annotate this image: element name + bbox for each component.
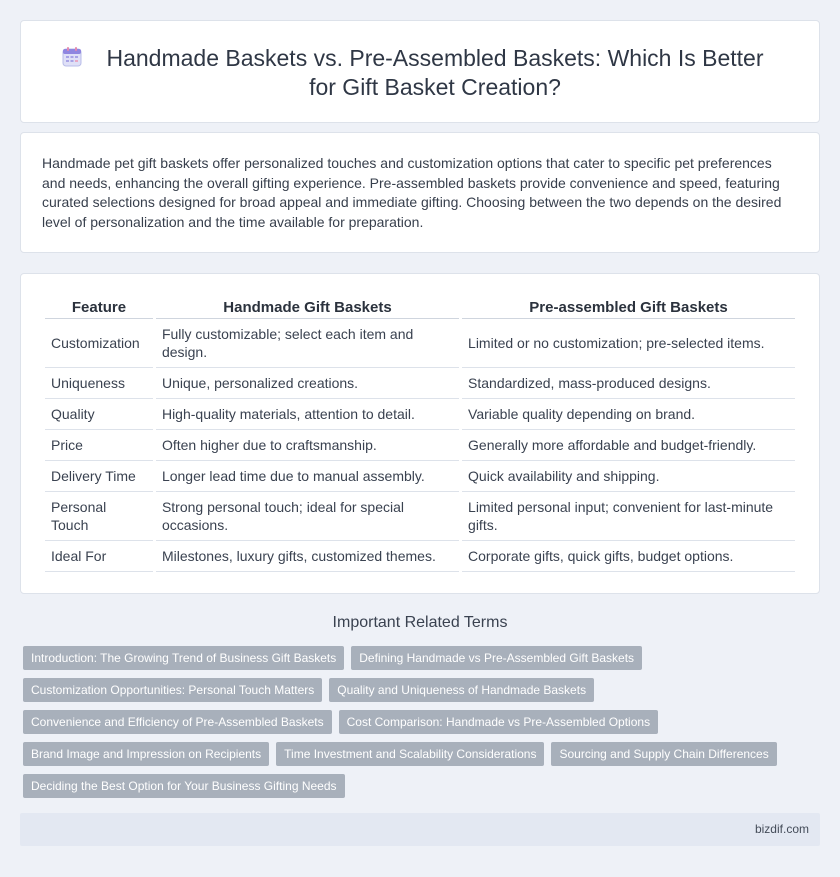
- related-term-tag[interactable]: Customization Opportunities: Personal Touch Matters: [23, 678, 322, 702]
- table-row: [45, 399, 795, 430]
- table-header-row: [45, 294, 795, 319]
- related-term-tag[interactable]: Cost Comparison: Handmade vs Pre-Assembled Options: [339, 710, 658, 734]
- handmade-cell: Strong personal touch; ideal for special occasions.: [156, 492, 459, 541]
- related-terms-list: [23, 646, 823, 806]
- feature-cell: Quality: [45, 399, 153, 430]
- feature-cell: Personal Touch: [45, 492, 153, 541]
- table-row: [45, 461, 795, 492]
- handmade-cell: Longer lead time due to manual assembly.: [156, 461, 459, 492]
- feature-cell: Delivery Time: [45, 461, 153, 492]
- pre-assembled-cell: Limited or no customization; pre-selected items.: [462, 319, 795, 368]
- intro-paragraph: Handmade pet gift baskets offer personalized touches and customization options that cater to specific pet preferences and needs, enhancing the overall gifting experience. Pre-assembled baskets provide convenience and speed, featuring curated selections designed for broad appeal and immediate gifting. Choosing between the two depends on the desired level of personalization and the time available for preparation.: [42, 155, 782, 230]
- header-pre-assembled: Pre-assembled Gift Baskets: [462, 294, 795, 319]
- feature-cell: Price: [45, 430, 153, 461]
- related-term-tag[interactable]: Introduction: The Growing Trend of Business Gift Baskets: [23, 646, 344, 670]
- related-term-tag[interactable]: Brand Image and Impression on Recipients: [23, 742, 269, 766]
- handmade-cell: Often higher due to craftsmanship.: [156, 430, 459, 461]
- header-handmade: Handmade Gift Baskets: [156, 294, 459, 319]
- header-feature: Feature: [45, 294, 153, 319]
- intro-card: [20, 132, 820, 253]
- table-row: [45, 368, 795, 399]
- table-row: [45, 430, 795, 461]
- related-term-tag[interactable]: Sourcing and Supply Chain Differences: [551, 742, 776, 766]
- title-card: [20, 20, 820, 123]
- related-term-tag[interactable]: Convenience and Efficiency of Pre-Assembled Baskets: [23, 710, 332, 734]
- related-term-tag[interactable]: Time Investment and Scalability Considerations: [276, 742, 544, 766]
- footer: [20, 813, 820, 846]
- pre-assembled-cell: Standardized, mass-produced designs.: [462, 368, 795, 399]
- related-term-tag[interactable]: Defining Handmade vs Pre-Assembled Gift Baskets: [351, 646, 642, 670]
- table-row: [45, 541, 795, 572]
- pre-assembled-cell: Variable quality depending on brand.: [462, 399, 795, 430]
- pre-assembled-cell: Generally more affordable and budget-friendly.: [462, 430, 795, 461]
- handmade-cell: Milestones, luxury gifts, customized themes.: [156, 541, 459, 572]
- pre-assembled-cell: Corporate gifts, quick gifts, budget options.: [462, 541, 795, 572]
- comparison-card: [20, 273, 820, 594]
- feature-cell: Uniqueness: [45, 368, 153, 399]
- table-row: [45, 492, 795, 541]
- feature-cell: Customization: [45, 319, 153, 368]
- site-link[interactable]: bizdif.com: [754, 822, 809, 836]
- handmade-cell: Fully customizable; select each item and design.: [156, 319, 459, 368]
- related-term-tag[interactable]: Quality and Uniqueness of Handmade Baskets: [329, 678, 594, 702]
- feature-cell: Ideal For: [45, 541, 153, 572]
- handmade-cell: Unique, personalized creations.: [156, 368, 459, 399]
- related-terms-heading: Important Related Terms: [332, 614, 508, 631]
- pre-assembled-cell: Quick availability and shipping.: [462, 461, 795, 492]
- pre-assembled-cell: Limited personal input; convenient for last-minute gifts.: [462, 492, 795, 541]
- table-row: [45, 319, 795, 368]
- handmade-cell: High-quality materials, attention to detail.: [156, 399, 459, 430]
- comparison-table: [42, 294, 798, 572]
- related-term-tag[interactable]: Deciding the Best Option for Your Business Gifting Needs: [23, 774, 345, 798]
- page-title: Handmade Baskets vs. Pre-Assembled Baskets: Which Is Better for Gift Basket Creation?: [106, 45, 764, 100]
